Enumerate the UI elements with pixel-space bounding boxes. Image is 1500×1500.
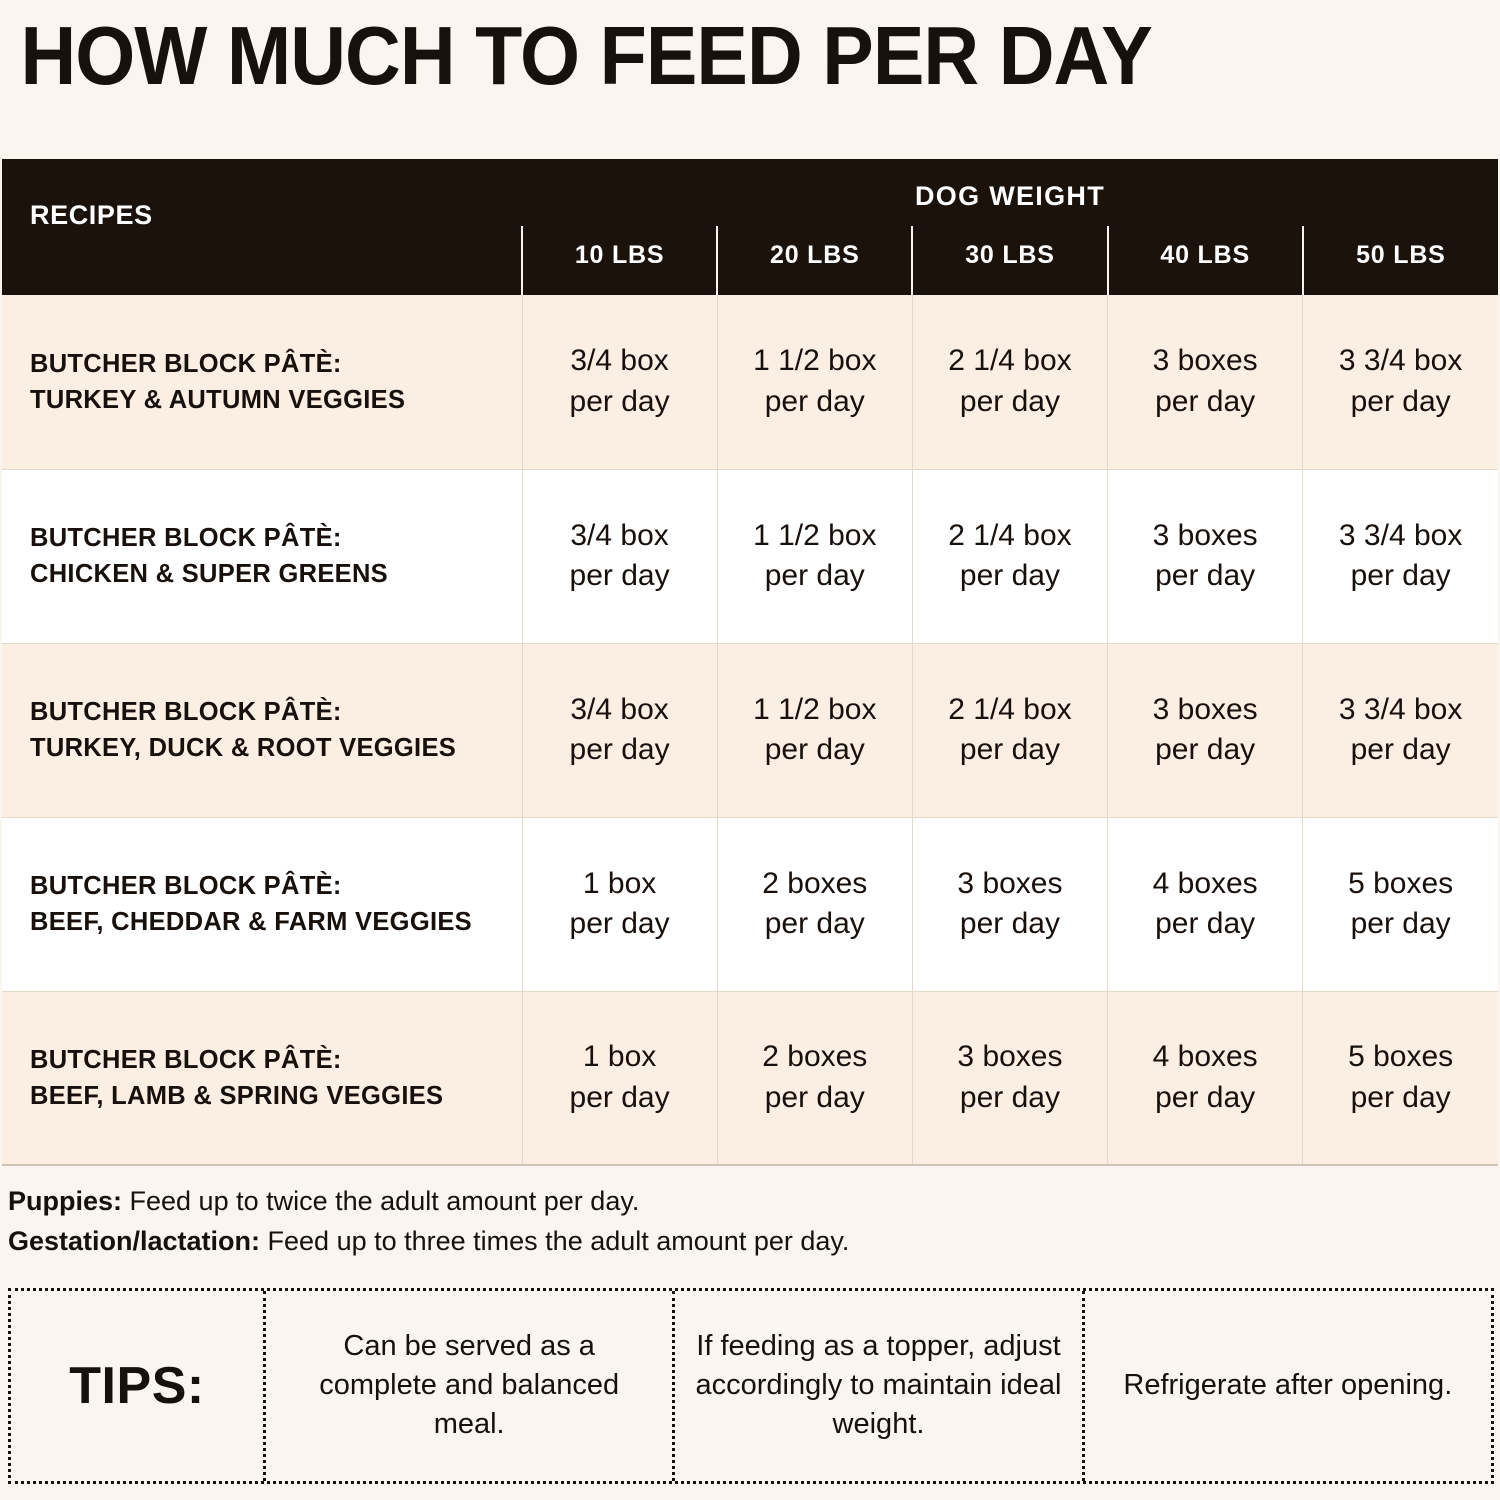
amount-qty: 3 boxes [957,1040,1063,1074]
amount-per: per day [1350,1080,1451,1114]
note-gestation [8,1222,1500,1262]
amount-cell-40lbs [1108,991,1303,1165]
amount-cell-10lbs [522,991,717,1165]
amount-per: per day [959,559,1060,592]
amount-qty: 4 boxes [1152,1040,1258,1074]
note-gestation-text: Feed up to three times the adult amount per day. [260,1225,850,1256]
table-row [2,295,1498,469]
amount-per: per day [1155,733,1256,766]
tip-item-1: Can be served as a complete and balanced meal. [263,1291,672,1481]
tip-item-3: Refrigerate after opening. [1082,1291,1491,1481]
table-row [2,817,1498,991]
amount-cell-50lbs [1303,817,1498,991]
amount-qty: 2 1/4 box [948,692,1072,726]
amount-cell-50lbs [1303,469,1498,643]
recipe-name-cell [2,817,522,991]
weight-header-10lbs: 10 LBS [522,226,717,295]
amount-qty: 2 1/4 box [948,518,1072,552]
amount-cell-30lbs [912,817,1107,991]
amount-per: per day [569,907,670,940]
recipe-name-cell [2,469,522,643]
recipe-line-2: BEEF, CHEDDAR & FARM VEGGIES [30,908,472,936]
weight-header-40lbs: 40 LBS [1108,226,1303,295]
amount-cell-30lbs [912,469,1107,643]
amount-cell-10lbs [522,295,717,469]
amount-per: per day [1155,559,1256,592]
amount-cell-40lbs [1108,817,1303,991]
page-title: HOW MUCH TO FEED PER DAY [20,9,1152,102]
amount-qty: 4 boxes [1152,866,1258,900]
amount-per: per day [1350,907,1451,940]
note-puppies [8,1182,1500,1222]
tips-label: TIPS: [69,1356,205,1415]
amount-per: per day [569,384,670,418]
amount-cell-40lbs [1108,469,1303,643]
amount-per: per day [569,1080,670,1114]
recipe-line-2: TURKEY, DUCK & ROOT VEGGIES [30,734,457,762]
amount-qty: 3 3/4 box [1338,518,1463,552]
amount-cell-40lbs [1108,295,1303,469]
recipe-line-2: BEEF, LAMB & SPRING VEGGIES [30,1081,444,1110]
tips-box [8,1288,1494,1484]
note-puppies-label: Puppies: [8,1186,123,1216]
amount-cell-20lbs [717,469,912,643]
amount-per: per day [1350,559,1451,592]
amount-cell-30lbs [912,643,1107,817]
recipe-line-1: BUTCHER BLOCK PÂTÈ: [30,697,342,726]
feeding-table-container [0,159,1500,1166]
amount-per: per day [959,384,1060,418]
amount-per: per day [1155,384,1256,418]
note-gestation-label: Gestation/lactation: [8,1225,261,1256]
amount-cell-10lbs [522,469,717,643]
recipe-line-1: BUTCHER BLOCK PÂTÈ: [30,871,342,900]
dog-weight-group-header: DOG WEIGHT [522,159,1498,226]
amount-per: per day [1155,1080,1256,1114]
amount-cell-50lbs [1303,643,1498,817]
recipe-line-1: BUTCHER BLOCK PÂTÈ: [30,349,342,378]
amount-qty: 2 1/4 box [948,344,1072,378]
recipe-name-cell [2,643,522,817]
amount-cell-30lbs [912,991,1107,1165]
amount-qty: 3 3/4 box [1338,344,1463,378]
amount-per: per day [569,733,670,766]
amount-qty: 3/4 box [570,518,669,552]
table-row [2,469,1498,643]
weight-header-30lbs: 30 LBS [912,226,1107,295]
amount-per: per day [569,559,670,592]
table-header [2,159,1498,295]
amount-qty: 1 1/2 box [753,344,877,378]
amount-qty: 5 boxes [1348,1040,1454,1074]
recipe-name-cell [2,991,522,1165]
amount-qty: 3/4 box [570,344,669,378]
tip-item-2: If feeding as a topper, adjust accordingly to maintain ideal weight. [672,1291,1081,1481]
amount-per: per day [959,1080,1060,1114]
header-row-group [2,159,1498,226]
recipe-line-2: CHICKEN & SUPER GREENS [30,560,388,588]
table-row [2,643,1498,817]
amount-per: per day [1350,733,1451,766]
amount-per: per day [959,733,1060,766]
amount-qty: 3 3/4 box [1338,692,1463,726]
amount-cell-20lbs [717,643,912,817]
amount-per: per day [764,733,865,766]
amount-qty: 1 box [582,1040,657,1074]
amount-cell-20lbs [717,991,912,1165]
weight-header-20lbs: 20 LBS [717,226,912,295]
amount-cell-20lbs [717,817,912,991]
recipe-line-2: TURKEY & AUTUMN VEGGIES [30,385,406,414]
amount-cell-30lbs [912,295,1107,469]
amount-qty: 3 boxes [1152,692,1258,726]
amount-qty: 1 1/2 box [753,692,877,726]
amount-per: per day [764,384,865,418]
table-row [2,991,1498,1165]
recipe-line-1: BUTCHER BLOCK PÂTÈ: [30,1045,342,1074]
recipe-name-cell [2,295,522,469]
amount-per: per day [1350,384,1451,418]
amount-qty: 2 boxes [762,866,868,900]
amount-per: per day [959,907,1060,940]
amount-cell-10lbs [522,643,717,817]
table-body [2,295,1498,1165]
amount-qty: 3 boxes [1152,518,1258,552]
amount-cell-40lbs [1108,643,1303,817]
amount-per: per day [764,907,865,940]
amount-per: per day [764,1080,865,1114]
amount-qty: 1 box [582,866,657,900]
amount-qty: 5 boxes [1348,866,1454,900]
note-puppies-text: Feed up to twice the adult amount per day. [122,1186,640,1216]
amount-cell-20lbs [717,295,912,469]
amount-cell-10lbs [522,817,717,991]
amount-cell-50lbs [1303,295,1498,469]
amount-cell-50lbs [1303,991,1498,1165]
amount-per: per day [1155,907,1256,940]
amount-qty: 2 boxes [762,1040,868,1074]
notes-section [0,1166,1500,1262]
weight-header-50lbs: 50 LBS [1303,226,1498,295]
recipe-line-1: BUTCHER BLOCK PÂTÈ: [30,523,342,552]
amount-per: per day [764,559,865,592]
amount-qty: 3/4 box [570,692,669,726]
feeding-table [2,159,1498,1166]
amount-qty: 1 1/2 box [753,518,877,552]
amount-qty: 3 boxes [957,866,1063,900]
recipes-column-header: RECIPES [2,159,522,295]
amount-qty: 3 boxes [1152,344,1258,378]
